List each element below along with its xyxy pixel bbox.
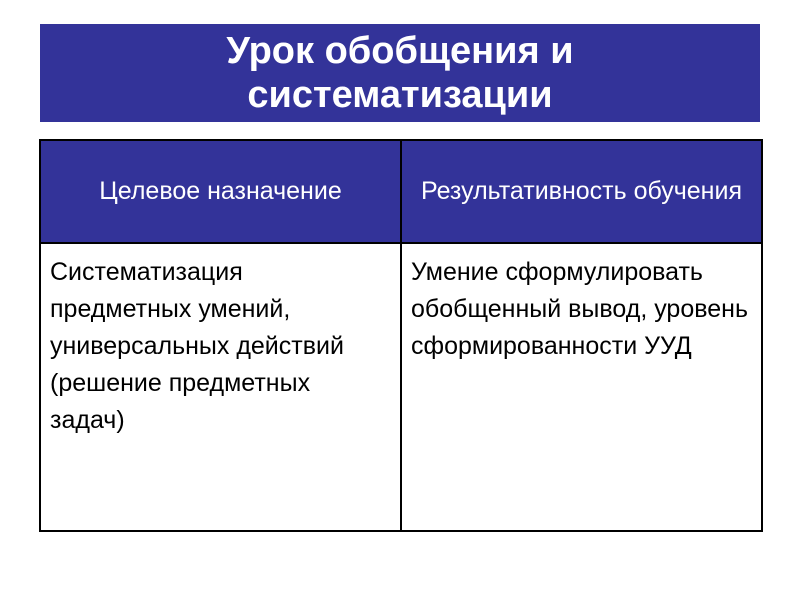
- column-header-results: [401, 140, 762, 243]
- slide-title-banner: [40, 24, 760, 122]
- content-table: [39, 139, 763, 532]
- table-row: [40, 243, 762, 531]
- table-cell-results: [401, 243, 762, 531]
- column-header-purpose: [40, 140, 401, 243]
- table-header-row: [40, 140, 762, 243]
- column-header-label: Целевое назначение: [99, 177, 342, 205]
- slide-title: Урок обобщения и систематизации: [226, 30, 574, 116]
- column-header-label: Результативность обучения: [421, 177, 742, 205]
- cell-text: Систематизация предметных умений, универсальных действий (решение предметных задач): [50, 258, 344, 434]
- cell-text: Умение сформулировать обобщенный вывод, уровень сформированности УУД: [411, 258, 748, 360]
- table-cell-purpose: [40, 243, 401, 531]
